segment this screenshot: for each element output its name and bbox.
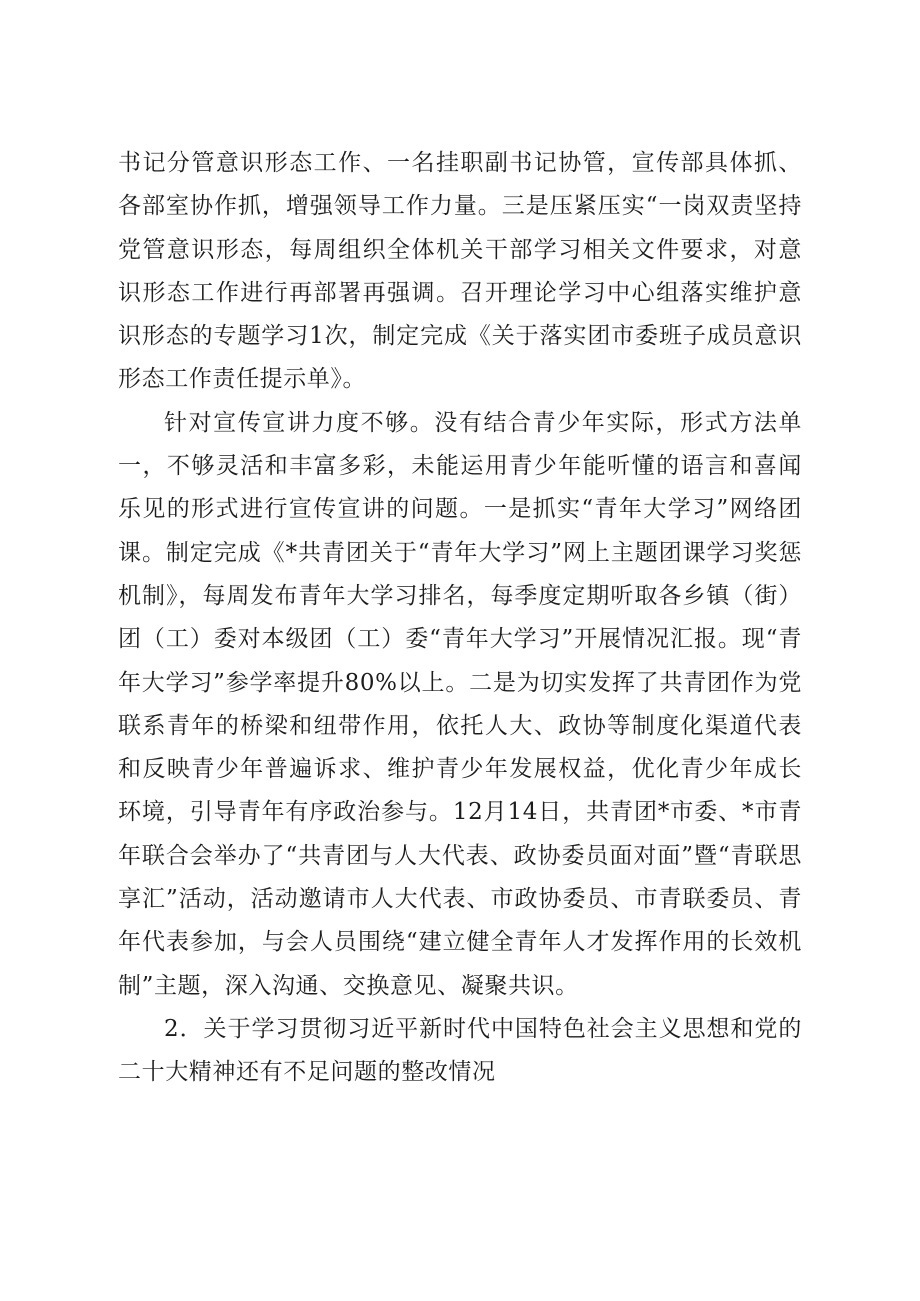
document-body [118,142,802,1095]
paragraph-publicity: 针对宣传宣讲力度不够。没有结合青少年实际，形式方法单一，不够灵活和丰富多彩，未能运用青少年能听懂的语言和喜闻乐见的形式进行宣传宣讲的问题。一是抓实“青年大学习”网络团课。制定完成《*共青团关于“青年大学习”网上主题团课学习奖惩机制》，每周发布青年大学习排名，每季度定期听取各乡镇（街）团（工）委对本级团（工）委“青年大学习”开展情况汇报。现“青年大学习”参学率提升80%以上。二是为切实发挥了共青团作为党联系青年的桥梁和纽带作用，依托人大、政协等制度化渠道代表和反映青少年普遍诉求、维护青少年发展权益，优化青少年成长环境，引导青年有序政治参与。12月14日，共青团*市委、*市青年联合会举办了“共青团与人大代表、政协委员面对面”暨“青联思享汇”活动，活动邀请市人大代表、市政协委员、市青联委员、青年代表参加，与会人员围绕“建立健全青年人才发挥作用的长效机制”主题，深入沟通、交换意见、凝聚共识。 [118,409,802,999]
section-heading: 2．关于学习贯彻习近平新时代中国特色社会主义思想和党的二十大精神还有不足问题的整改情况 [118,1015,802,1086]
paragraph-continued: 书记分管意识形态工作、一名挂职副书记协管，宣传部具体抓、各部室协作抓，增强领导工作力量。三是压紧压实“一岗双责坚持党管意识形态，每周组织全体机关干部学习相关文件要求，对意识形态工作进行再部署再强调。召开理论学习中心组落实维护意识形态的专题学习1次，制定完成《关于落实团市委班子成员意识形态工作责任提示单》。 [118,150,802,393]
